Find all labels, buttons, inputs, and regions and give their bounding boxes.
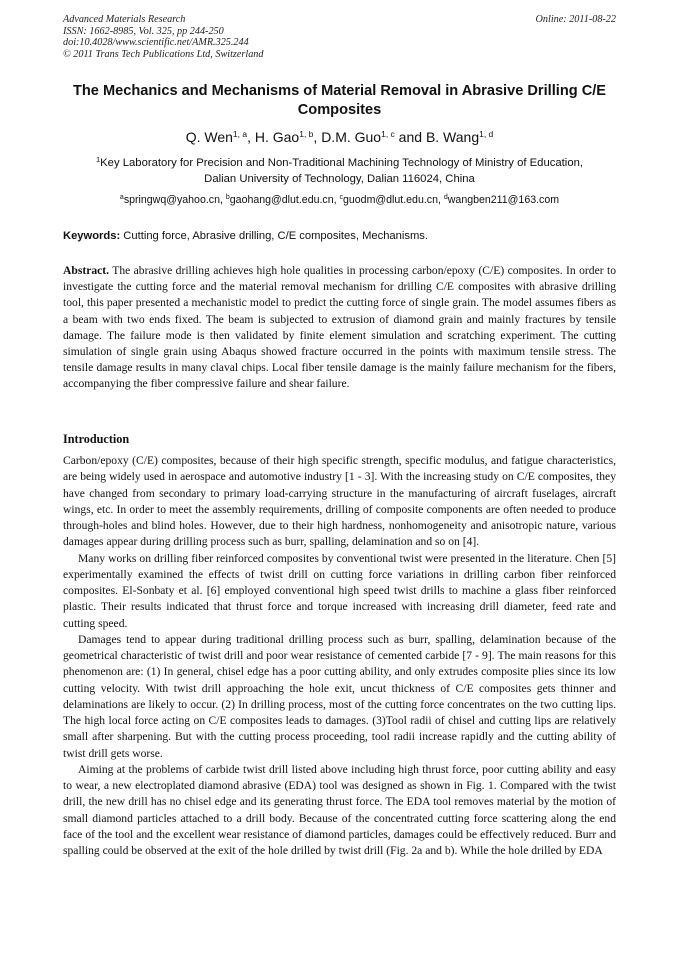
keywords	[63, 229, 616, 244]
paragraph: Many works on drilling fiber reinforced composites by conventional twist were presented in the literature. Chen [5] experimentally examined the effects of twist drill on cutting force variations in drilling carbon fiber reinforced composites. El-Sonbaty et al. [6] employed conventional high speed twist drills to machine a glass fiber reinforced plastic. Their results indicated that thrust force and torque increased with increasing drill diameter, feed rate and cutting speed.	[63, 551, 616, 630]
author-list	[63, 128, 616, 146]
journal-header	[63, 14, 616, 60]
keywords-label: Keywords:	[63, 230, 121, 242]
issn-line: ISSN: 1662-8985, Vol. 325, pp 244-250	[63, 25, 224, 37]
author-emails	[63, 193, 616, 208]
email: $^c$guodm@dlut.edu.cn,	[339, 194, 444, 206]
author: B. Wang$^{1, d}$	[425, 129, 494, 145]
doi-line: doi:10.4028/www.scientific.net/AMR.325.244	[63, 37, 249, 48]
online-date: Online: 2011-08-22	[535, 14, 616, 25]
abstract-label: Abstract.	[63, 264, 110, 277]
author: H. Gao$^{1, b}$,	[254, 129, 322, 145]
introduction-body	[63, 453, 616, 859]
keywords-text: Cutting force, Abrasive drilling, C/E composites, Mechanisms.	[120, 230, 428, 242]
email: $^d$wangben211@163.com	[443, 194, 560, 206]
abstract-text: The abrasive drilling achieves high hole qualities in processing carbon/epoxy (C/E) composites. In order to investigate the cutting force and the material removal mechanism for drilling C/E composites with abrasive drilling tool, this paper presented a mechanistic model to predict the cutting force of single grain. The model assumes fibers as a beam with two ends fixed. The beam is subjected to extrusion of diamond grain and mainly fractures by tensile damage. The failure mode is then validated by finite element simulation and scratching experiment. The cutting simulation of single grain using Abaqus showed fracture occurred in the points with maximum tensile stress. The tensile damage results in many claval chips. Local fiber tensile damage is the mainly failure mechanism for the fibers, accompanying the fiber compressive failure and shear failure.	[63, 264, 616, 391]
author: Q. Wen$^{1, a}$,	[185, 129, 255, 145]
affiliation-line-2: Dalian University of Technology, Dalian 116024, China	[204, 173, 475, 185]
section-heading-introduction: Introduction	[63, 432, 130, 446]
email: $^b$gaohang@dlut.edu.cn,	[225, 194, 340, 206]
journal-name: Advanced Materials Research	[63, 14, 186, 25]
copyright-line: © 2011 Trans Tech Publications Ltd, Switzerland	[63, 48, 264, 60]
paragraph: Carbon/epoxy (C/E) composites, because of their high specific strength, specific modulus, and fatigue characteristics, are being widely used in aerospace and automotive industry [1 - 3]. With the increasing study on C/E composites, they have changed from secondary to primary load-carrying structure in the manufacturing of aircraft fuselages, aircraft wings, etc. In order to meet the assembly requirements, drilling of composite components are often needed to produce through-holes and blind holes. However, due to their high hardness, nonhomogeneity and anisotropic nature, various damages appear during drilling process such as burr, spalling, delamination and so on [4].	[63, 454, 616, 549]
email: $^a$springwq@yahoo.cn,	[119, 194, 226, 206]
paragraph: Aiming at the problems of carbide twist drill listed above including high thrust force, poor cutting ability and easy to wear, a new electroplated diamond abrasive (EDA) tool was designed as shown in Fig. 1. Compared with the twist drill, the new drill has no chisel edge and its generating thrust force. The EDA tool removes material by the motion of small diamond particles attached to a drill body. Because of the concentrated cutting force scattering along the end face of the tool and the excellent wear resistance of diamond particles, damages could be effectively reduced. Burr and spalling could be observed at the exit of the hole drilled by twist drill (Fig. 2a and b). While the hole drilled by EDA	[63, 762, 616, 857]
affiliation-line-1: $^1$Key Laboratory for Precision and Non-Traditional Machining Technology of Ministry of Education,	[95, 155, 584, 169]
author: D.M. Guo$^{1, c}$ and	[321, 129, 426, 145]
affiliation	[63, 155, 616, 187]
paper-title: The Mechanics and Mechanisms of Material Removal in Abrasive Drilling C/E Composites	[72, 83, 607, 118]
abstract	[63, 263, 616, 393]
paragraph: Damages tend to appear during traditional drilling process such as burr, spalling, delamination because of the geometrical characteristic of twist drill and poor wear resistance of cemented carbide [7 - 9]. The main reasons for this phenomenon are: (1) In general, chisel edge has a poor cutting ability, and only extrudes composite plies since its low cutting velocity. With twist drill approaching the hole exit, uncut thickness of C/E composites gets thinner and delaminations are likely to occur. (2) In drilling process, most of the cutting force concentrates on the two cutting lips. The high local force acting on C/E composites leads to damages. (3)Tool radii of chisel and cutting lips are relatively small after sharpening. But with the cutting process proceeding, tool radii increase rapidly and the cutting ability of twist drill gets worse.	[63, 632, 616, 760]
